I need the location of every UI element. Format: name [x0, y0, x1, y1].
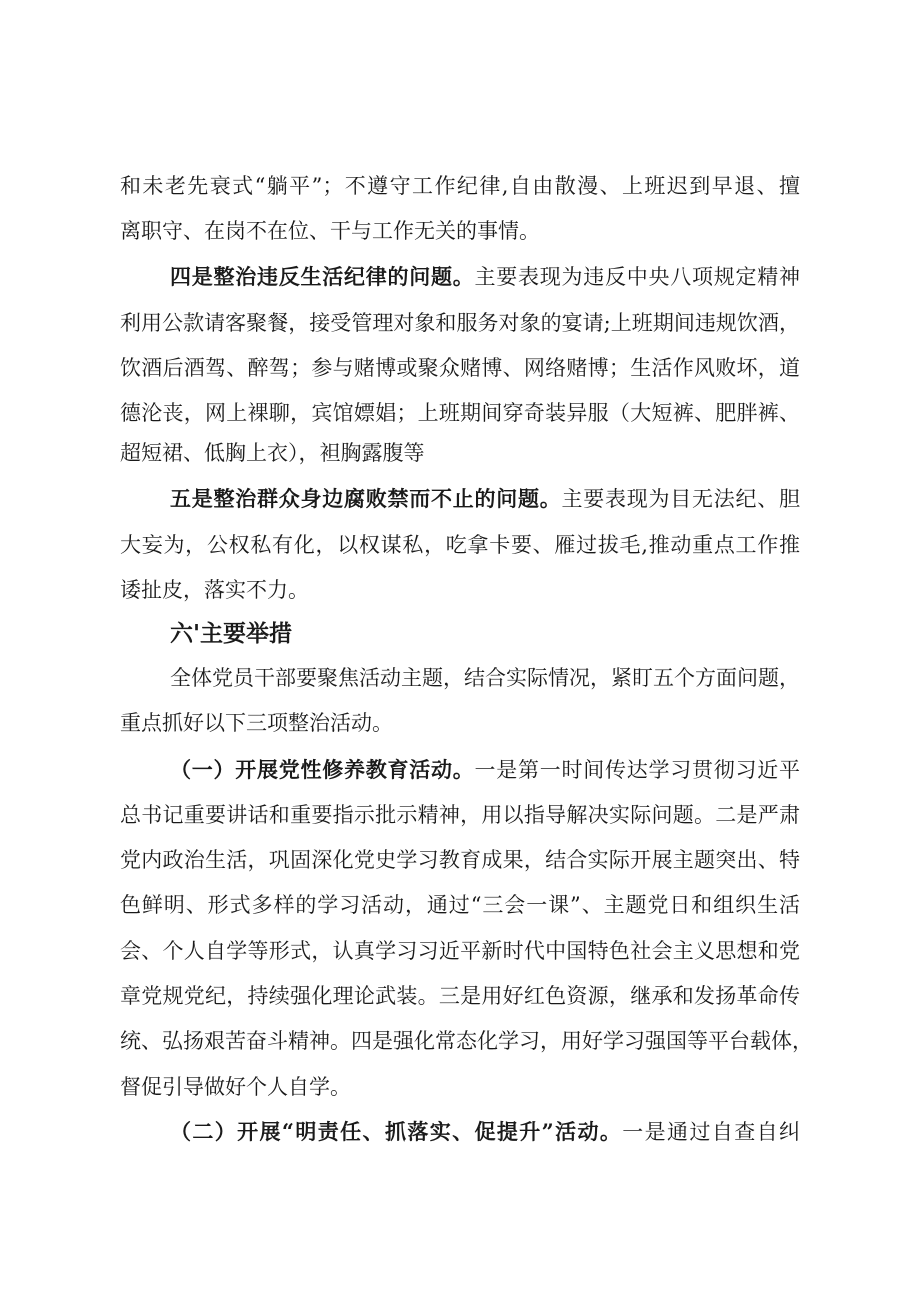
- text-line: 诿扯皮，落实不力。: [120, 578, 309, 602]
- section-heading: 六'主要举措: [170, 621, 293, 647]
- text-span: 主要表现为目无法纪、胆: [561, 487, 800, 511]
- text-line: 和未老先衰式“躺平”；不遵守工作纪律,自由散漫、上班迟到早退、擅: [120, 174, 800, 198]
- text-line: 离职守、在岗不在位、干与工作无关的事情。: [120, 219, 540, 243]
- paragraph-lead-bold: 五是整治群众身边腐败禁而不止的问题。: [170, 486, 562, 511]
- paragraph-lead-bold: 四是整治违反生活纪律的问题。: [170, 264, 475, 289]
- text-line: 饮酒后酒驾、醉驾；参与赌博或聚众赌博、网络赌博；生活作风败坏，道: [120, 356, 800, 380]
- paragraph-lead-bold: （一）开展党性修养教育活动。: [170, 757, 475, 782]
- text-line: 色鲜明、形式多样的学习活动，通过“三会一课”、主题党日和组织生活: [120, 893, 800, 917]
- text-span: 一是第一时间传达学习贯彻习近平: [474, 758, 800, 782]
- paragraph-first-line: [170, 755, 800, 785]
- text-line: 利用公款请客聚餐，接受管理对象和服务对象的宴请;上班期间违规饮酒，: [120, 311, 800, 335]
- text-span: 主要表现为违反中央八项规定精神: [474, 265, 800, 289]
- paragraph-first-line: [170, 1117, 800, 1147]
- text-line: 总书记重要讲话和重要指示批示精神，用以指导解决实际问题。二是严肃: [120, 803, 800, 827]
- paragraph-first-line: [170, 484, 800, 514]
- text-line: 统、弘扬艰苦奋斗精神。四是强化常态化学习，用好学习强国等平台载体，: [120, 1029, 813, 1053]
- text-line: 大妄为，公权私有化，以权谋私，吃拿卡要、雁过拔毛,推动重点工作推: [120, 533, 800, 557]
- text-span: 一是通过自查自纠: [622, 1120, 800, 1144]
- text-line: 党内政治生活，巩固深化党史学习教育成果，结合实际开展主题突出、特: [120, 848, 800, 872]
- text-line: 全体党员干部要聚焦活动主题，结合实际情况，紧盯五个方面问题，: [170, 666, 800, 690]
- text-line: 重点抓好以下三项整治活动。: [120, 711, 393, 735]
- paragraph-first-line: [170, 262, 800, 292]
- text-line: 德沦丧，网上裸聊，宾馆嫖娼；上班期间穿奇装异服（大短裤、肥胖裤、: [120, 401, 800, 425]
- text-line: 会、个人自学等形式，认真学习习近平新时代中国特色社会主义思想和党: [120, 939, 800, 963]
- text-line: 超短裙、低胸上衣），袒胸露腹等: [120, 441, 425, 465]
- text-line: 督促引导做好个人自学。: [120, 1075, 351, 1099]
- paragraph-lead-bold: （二）开展“明责任、抓落实、促提升”活动。: [170, 1119, 623, 1144]
- text-line: 章党规党纪，持续强化理论武装。三是用好红色资源，继承和发扬革命传: [120, 984, 800, 1008]
